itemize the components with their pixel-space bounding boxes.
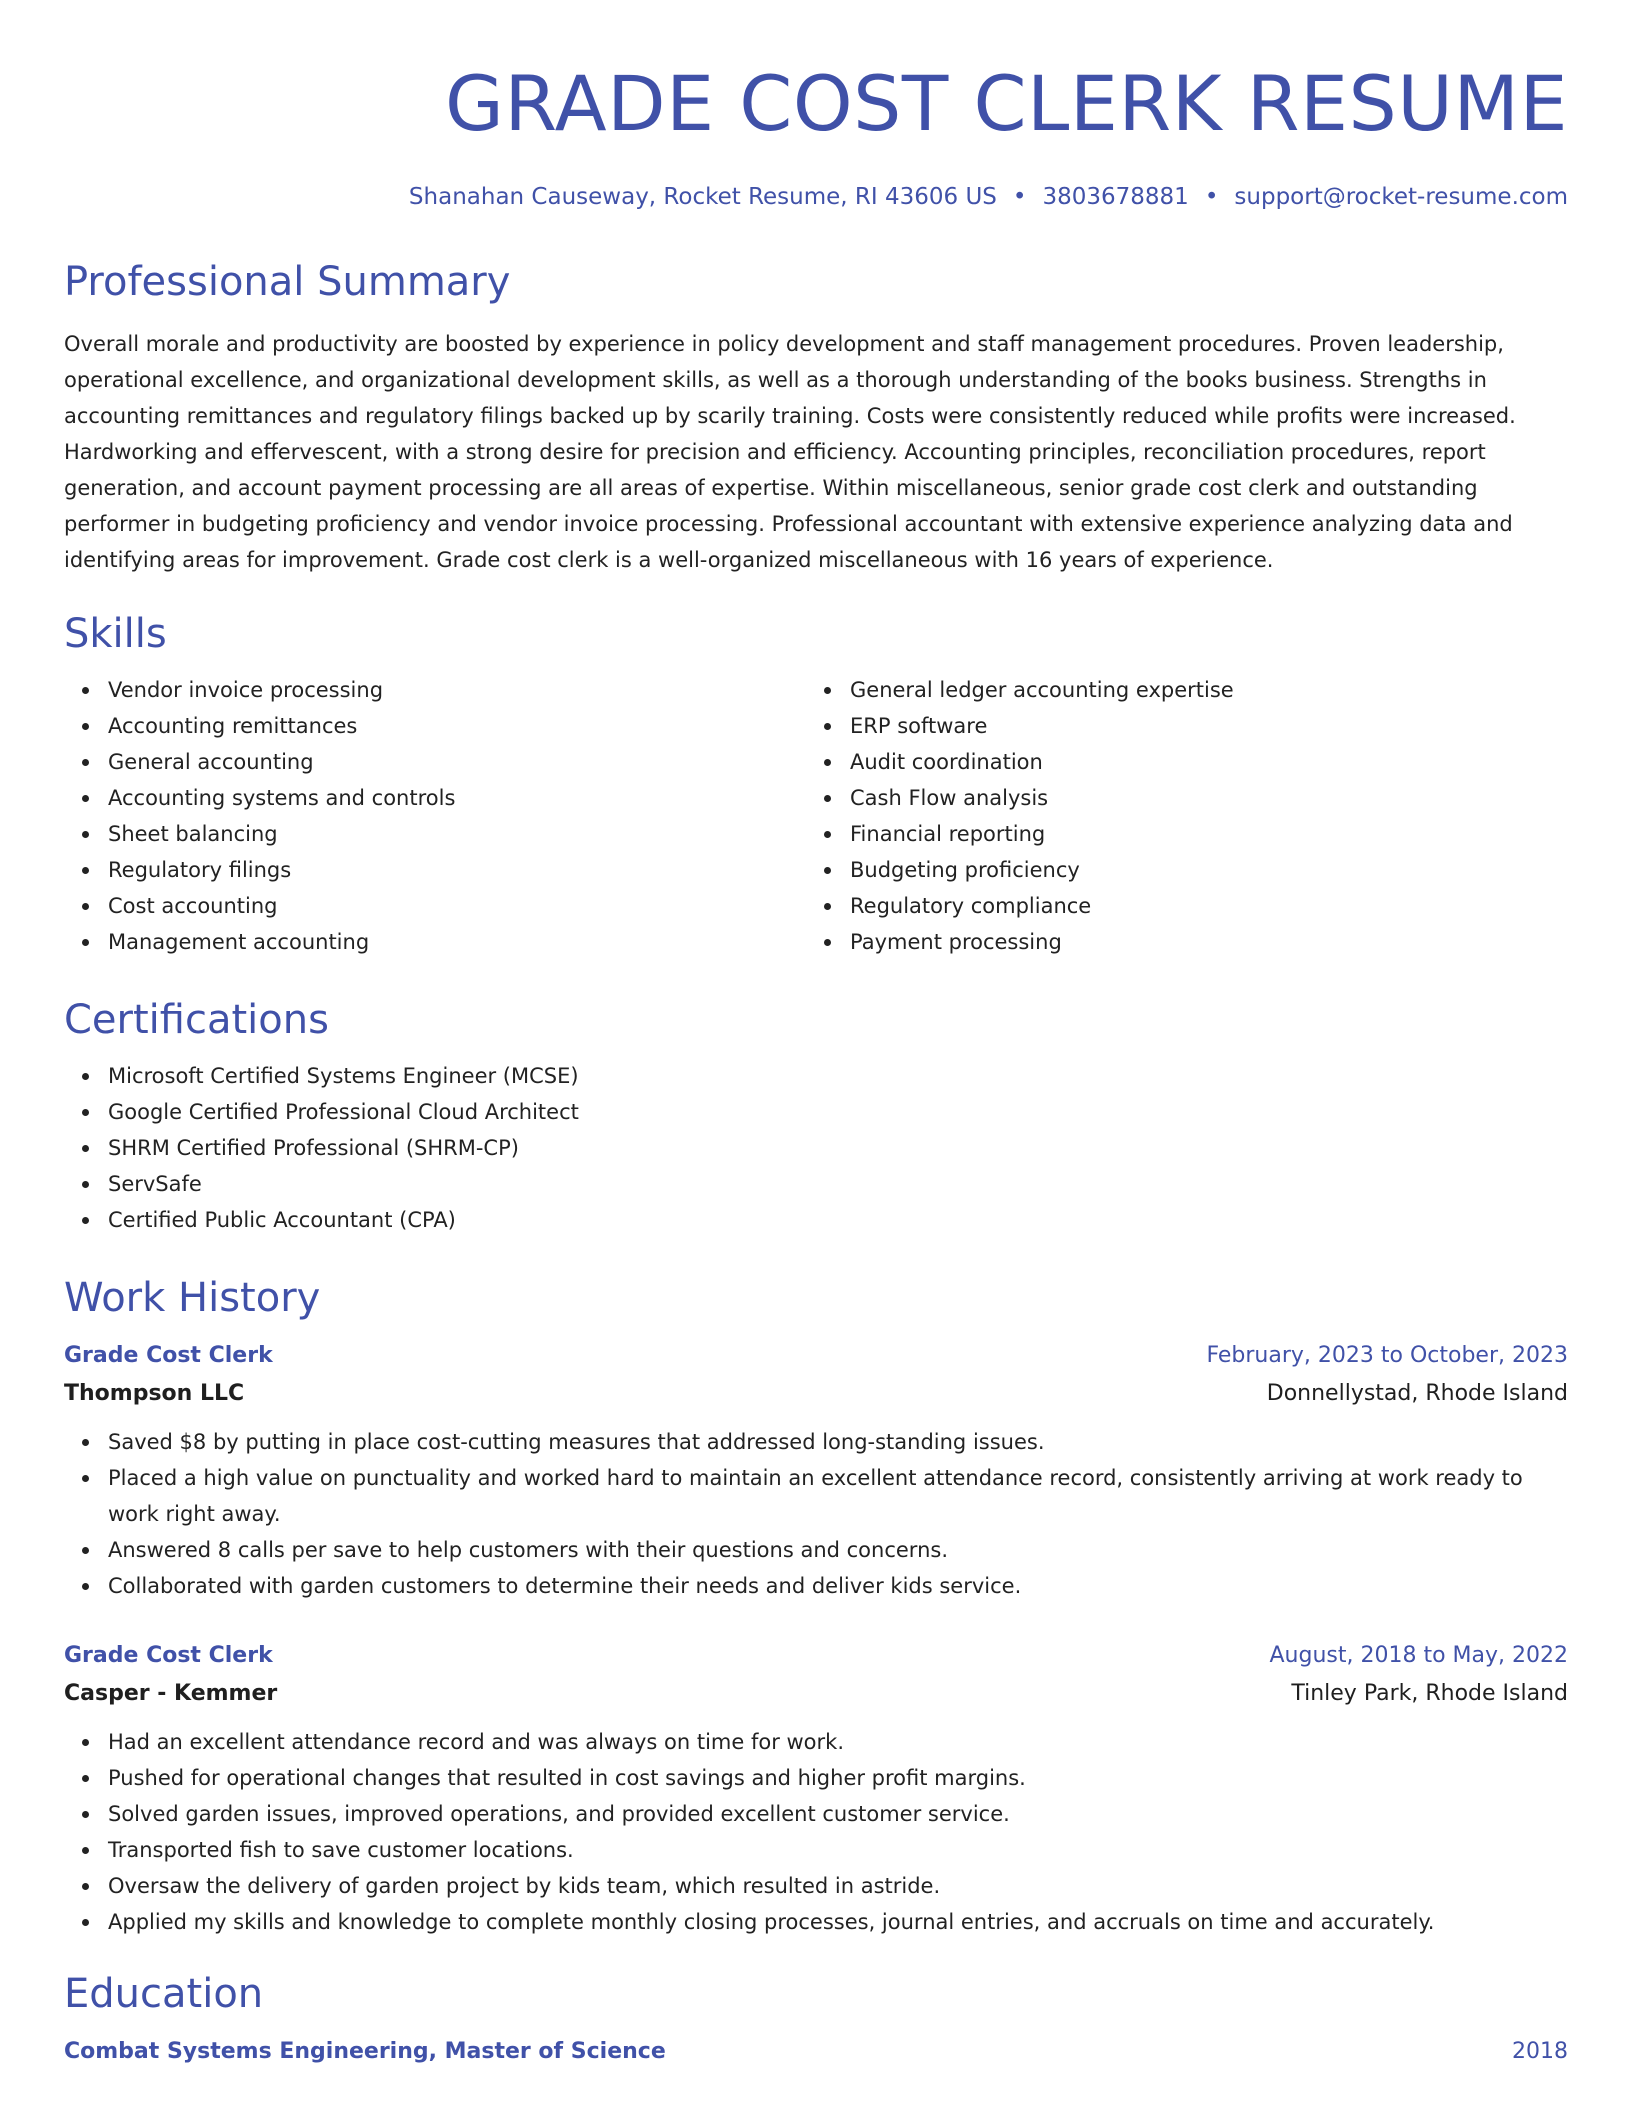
skill-item: Financial reporting [850, 816, 1548, 852]
skill-item: General accounting [108, 744, 806, 780]
resume-title: GRADE COST CLERK RESUME [444, 59, 1568, 148]
skill-item: Budgeting proficiency [850, 852, 1548, 888]
job-duties-list [64, 1424, 1568, 1604]
certification-item: Microsoft Certified Systems Engineer (MCSE) [108, 1058, 1568, 1094]
job-header-row [64, 1338, 1568, 1374]
skill-item: Payment processing [850, 924, 1548, 960]
contact-email: support@rocket-resume.com [1234, 184, 1568, 210]
skill-item: Regulatory filings [108, 852, 806, 888]
skill-item: General ledger accounting expertise [850, 672, 1548, 708]
education-entry [64, 2034, 1568, 2070]
job-duty-item: Saved $8 by putting in place cost-cutting measures that addressed long-standing issues. [108, 1424, 1568, 1460]
job-duties-list [64, 1724, 1568, 1940]
skills-grid [64, 672, 1568, 960]
job-duty-item: Pushed for operational changes that resulted in cost savings and higher profit margins. [108, 1760, 1568, 1796]
job-company: Thompson LLC [64, 1381, 245, 1406]
education-degree: Combat Systems Engineering, Master of Science [64, 2039, 666, 2064]
contact-separator: • [1204, 184, 1219, 210]
contact-phone: 3803678881 [1042, 184, 1189, 210]
job-duty-item: Transported fish to save customer locations. [108, 1832, 1568, 1868]
certification-item: Certified Public Accountant (CPA) [108, 1202, 1568, 1238]
summary-heading: Professional Summary [64, 259, 511, 305]
job-company-row [64, 1374, 1568, 1414]
skills-column-left [64, 672, 806, 960]
summary-text: Overall morale and productivity are boosted by experience in policy development and staff management procedures. Proven leadership, operational excellence, and organizational development skills, as well as a thorough understanding of the books business. Strengths in accounting remittances and regulatory filings backed up by scarily training. Costs were consistently reduced while profits were increased. Hardworking and effervescent, with a strong desire for precision and efficiency. Accounting principles, reconciliation procedures, report generation, and account payment processing are all areas of expertise. Within miscellaneous, senior grade cost clerk and outstanding performer in budgeting proficiency and vendor invoice processing. Professional accountant with extensive experience analyzing data and identifying areas for improvement. Grade cost clerk is a well-organized miscellaneous with 16 years of experience. [64, 332, 1516, 572]
job-dates: February, 2023 to October, 2023 [1206, 1343, 1568, 1368]
resume-page [64, 0, 1568, 2070]
job-duty-item: Answered 8 calls per save to help customers with their questions and concerns. [108, 1532, 1568, 1568]
job-duty-item: Solved garden issues, improved operations, and provided excellent customer service. [108, 1796, 1568, 1832]
job-company-row [64, 1674, 1568, 1714]
skills-list-left [64, 672, 806, 960]
certification-item: ServSafe [108, 1166, 1568, 1202]
skill-item: ERP software [850, 708, 1548, 744]
job-header-row [64, 1638, 1568, 1674]
job-title: Grade Cost Clerk [64, 1343, 273, 1368]
skills-list-right [806, 672, 1548, 960]
skill-item: Cost accounting [108, 888, 806, 924]
education-heading: Education [64, 1971, 264, 2017]
job-duty-item: Placed a high value on punctuality and worked hard to maintain an excellent attendance record, consistently arriving at work ready to work right away. [108, 1460, 1568, 1532]
skills-column-right [806, 672, 1548, 960]
skill-item: Accounting remittances [108, 708, 806, 744]
certification-item: Google Certified Professional Cloud Architect [108, 1094, 1568, 1130]
skill-item: Sheet balancing [108, 816, 806, 852]
job-location: Donnellystad, Rhode Island [1266, 1381, 1568, 1406]
contact-address: Shanahan Causeway, Rocket Resume, RI 43606 US [408, 184, 997, 210]
skill-item: Audit coordination [850, 744, 1548, 780]
skill-item: Vendor invoice processing [108, 672, 806, 708]
job-company: Casper - Kemmer [64, 1681, 278, 1706]
work-history-heading: Work History [64, 1275, 321, 1321]
skill-item: Regulatory compliance [850, 888, 1548, 924]
education-year: 2018 [1512, 2039, 1568, 2064]
contact-separator: • [1012, 184, 1027, 210]
certification-item: SHRM Certified Professional (SHRM-CP) [108, 1130, 1568, 1166]
job-entry [64, 1638, 1568, 1940]
job-title: Grade Cost Clerk [64, 1643, 273, 1668]
job-location: Tinley Park, Rhode Island [1291, 1681, 1568, 1706]
certifications-heading: Certifications [64, 997, 329, 1043]
job-duty-item: Oversaw the delivery of garden project by kids team, which resulted in astride. [108, 1868, 1568, 1904]
skill-item: Cash Flow analysis [850, 780, 1548, 816]
job-duty-item: Had an excellent attendance record and was always on time for work. [108, 1724, 1568, 1760]
certifications-list [64, 1058, 1568, 1238]
skill-item: Accounting systems and controls [108, 780, 806, 816]
job-dates: August, 2018 to May, 2022 [1269, 1643, 1568, 1668]
skill-item: Management accounting [108, 924, 806, 960]
job-duty-item: Collaborated with garden customers to determine their needs and deliver kids service. [108, 1568, 1568, 1604]
job-entry [64, 1338, 1568, 1604]
job-duty-item: Applied my skills and knowledge to complete monthly closing processes, journal entries, and accruals on time and accurately. [108, 1904, 1568, 1940]
skills-heading: Skills [64, 611, 167, 657]
contact-info [64, 180, 1568, 214]
